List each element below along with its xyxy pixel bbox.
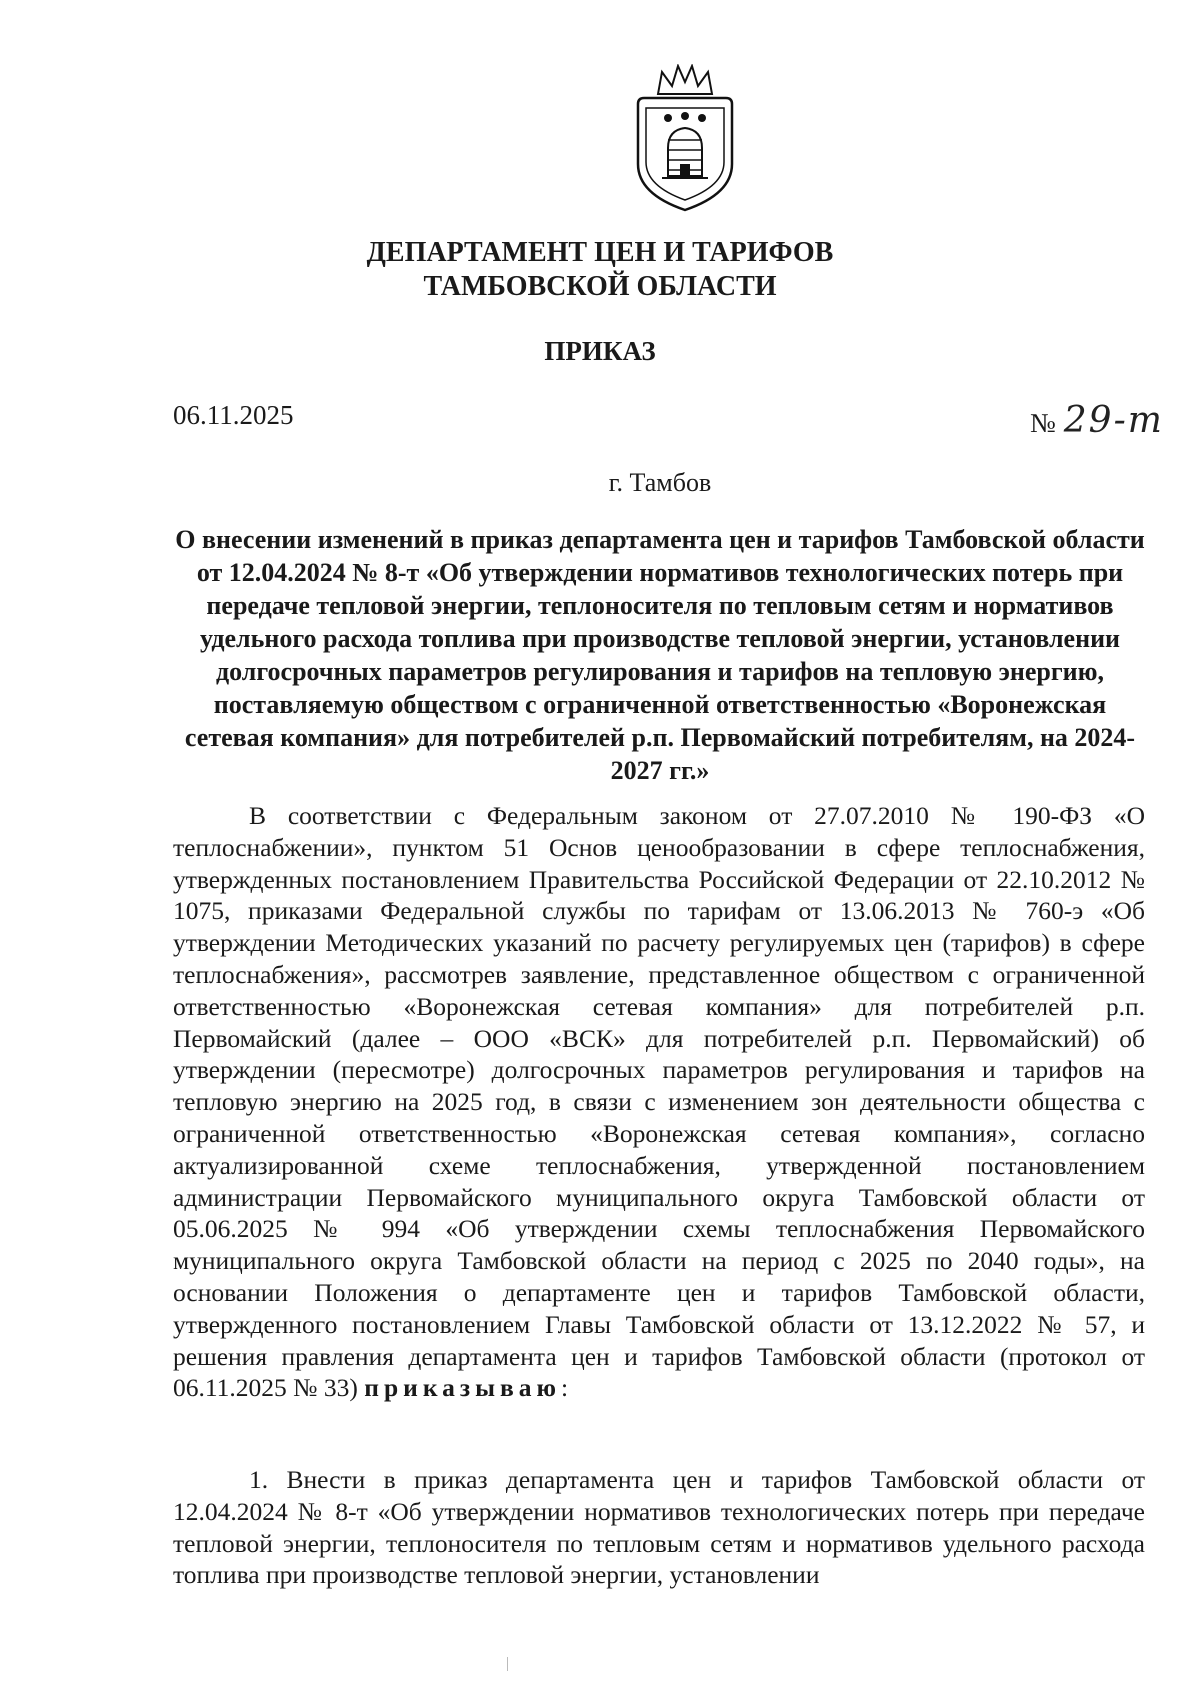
coat-of-arms-icon <box>630 64 740 214</box>
clause-1-paragraph: 1. Внести в приказ департамента цен и тарифов Тамбовской области от 12.04.2024 № 8-т «Об утверждении нормативов технологических потерь при передаче тепловой энергии, теплоносителя по тепловым сетям и нормативов удельного расхода топлива при производстве тепловой энергии, установлении <box>173 1465 1145 1590</box>
preamble-text: В соответствии с Федеральным законом от 27.07.2010 № 190-ФЗ «О теплоснабжении», пунктом 51 Основ ценообразовании в сфере теплоснабжения, утвержденных постановлением Правительства Российской Федерации от 22.10.2012 № 1075, приказами Федеральной службы по тарифам от 13.06.2013 № 760-э «Об утверждении Методических указаний по расчету регулируемых цен (тарифов) в сфере теплоснабжения», рассмотрев заявление, представленное обществом с ограниченной ответственностью «Воронежская сетевая компания» для потребителей р.п. Первомайский (далее – ООО «ВСК» для потребителей р.п. Первомайский) об утверждении (пересмотре) долгосрочных параметров регулирования и тарифов на тепловую энергию на 2025 год, в связи с изменением зон деятельности общества с ограниченной ответственностью «Воронежская сетевая компания», согласно актуализированной схеме теплоснабжения, утвержденной постановлением администрации Первомайского муниципального округа Тамбовской области от 05.06.2025 № 994 «Об утверждении схемы теплоснабжения Первомайского муниципального округа Тамбовской области на период с 2025 по 2040 годы», на основании Положения о департаменте цен и тарифов Тамбовской области, утвержденного постановлением Главы Тамбовской области от 13.12.2022 № 57, и решения правления департамента цен и тарифов Тамбовской области (протокол от 06.11.2025 № 33) <box>173 801 1145 1403</box>
department-name-line-2: ТАМБОВСКОЙ ОБЛАСТИ <box>423 271 777 302</box>
decree-word: приказываю <box>364 1373 562 1403</box>
department-name-line-1: ДЕПАРТАМЕНТ ЦЕН И ТАРИФОВ <box>366 237 834 268</box>
order-number-handwritten: 29-т <box>1063 400 1164 441</box>
order-date: 06.11.2025 <box>173 400 294 430</box>
scan-artifact <box>507 1657 508 1671</box>
decree-suffix: : <box>561 1373 569 1403</box>
order-city: г. Тамбов <box>608 468 712 497</box>
order-number-label: № <box>1030 408 1056 438</box>
document-type-title: ПРИКАЗ <box>544 336 656 366</box>
order-subject: О внесении изменений в приказ департамента цен и тарифов Тамбовской области от 12.04.2024 № 8-т «Об утверждении нормативов технологических потерь при передаче тепловой энергии, теплоносителя по тепловым сетям и нормативов удельного расхода топлива при производстве тепловой энергии, установлении долгосрочных параметров регулирования и тарифов на тепловую энергию, поставляемую обществом с ограниченной ответственностью «Воронежская сетевая компания» для потребителей р.п. Первомайский потребителям, на 2024-2027 гг.» <box>175 525 1145 785</box>
order-number <box>1030 400 1164 441</box>
preamble-paragraph <box>173 800 1145 1404</box>
department-name <box>0 236 1200 304</box>
